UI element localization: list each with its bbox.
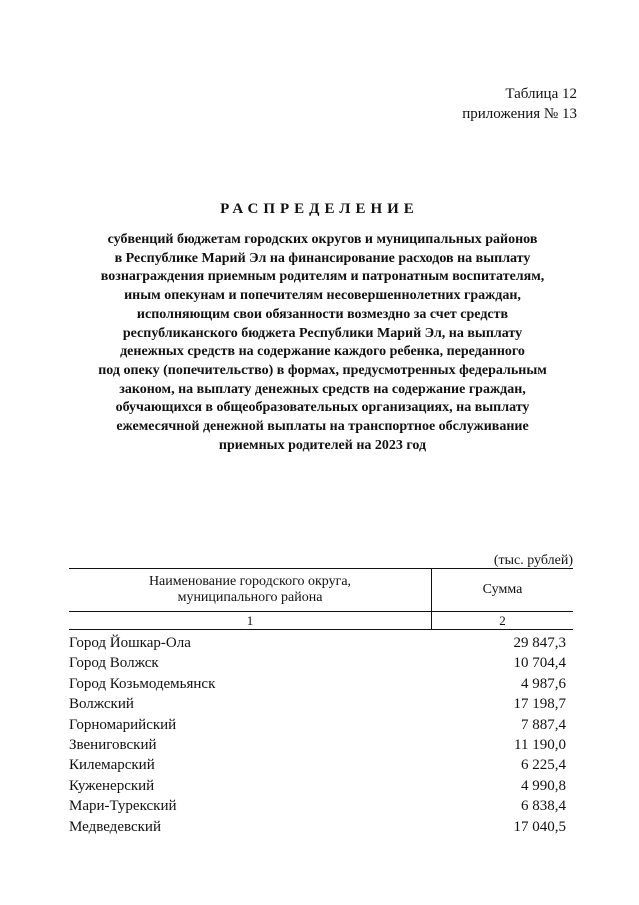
row-value: 17 040,5	[513, 818, 566, 835]
subtitle-line: иным опекунам и попечителям несовершеннолетних граждан,	[124, 288, 521, 304]
column-header-name-line-2: муниципального района	[177, 590, 323, 605]
subtitle-line: обучающихся в общеобразовательных организациях, на выплату	[115, 400, 530, 416]
table-row	[69, 715, 566, 735]
header-bottom-rule	[69, 629, 573, 630]
subtitle-line: республиканского бюджета Республики Марий Эл, на выплату	[122, 325, 523, 341]
document-title: РАСПРЕДЕЛЕНИЕ	[220, 201, 419, 217]
row-name: Килемарский	[69, 757, 155, 774]
subtitle-line: вознаграждения приемным родителям и патронатным воспитателям,	[100, 269, 545, 285]
row-value: 4 987,6	[521, 675, 566, 692]
row-value: 7 887,4	[521, 716, 566, 733]
subtitle-line: исполняющим свои обязанности возмездно за счет средств	[136, 306, 509, 322]
table-row	[69, 633, 566, 653]
subtitle-line: под опеку (попечительство) в формах, предусмотренных федеральным	[98, 362, 547, 378]
table-row	[69, 694, 566, 714]
table-header	[69, 568, 573, 630]
row-value: 6 838,4	[521, 798, 566, 815]
subtitle-line: в Республике Марий Эл на финансирование расходов на выплату	[114, 250, 531, 266]
row-name: Мари-Турекский	[69, 798, 177, 815]
units-label: (тыс. рублей)	[493, 553, 573, 568]
column-number-1: 1	[69, 612, 432, 630]
row-name: Город Волжск	[69, 655, 159, 672]
table-row	[69, 776, 566, 796]
subtitle-line: денежных средств на содержание каждого ребенка, переданного	[120, 344, 525, 360]
row-name: Волжский	[69, 696, 134, 713]
table-row	[69, 674, 566, 694]
row-name: Куженерский	[69, 777, 155, 794]
column-header-sum: Сумма	[432, 569, 573, 612]
row-name: Звениговский	[69, 736, 157, 753]
table-row	[69, 817, 566, 837]
row-name: Медведевский	[69, 818, 161, 835]
reference-line-1: Таблица 12	[505, 86, 577, 102]
distribution-table-header	[69, 568, 573, 630]
subtitle-line: субвенций бюджетам городских округов и муниципальных районов	[107, 232, 538, 247]
subtitle-line: ежемесячной денежной выплаты на транспортное обслуживание	[116, 419, 529, 435]
row-value: 11 190,0	[514, 736, 566, 753]
row-value: 29 847,3	[513, 635, 566, 651]
table-reference	[462, 84, 577, 124]
document-subtitle	[60, 231, 585, 455]
table-body	[69, 633, 566, 837]
subtitle-line: законом, на выплату денежных средств на содержание граждан,	[119, 381, 526, 397]
table-row	[69, 735, 566, 755]
column-header-name-line-1: Наименование городского округа,	[148, 574, 352, 589]
row-name: Город Йошкар-Ола	[69, 635, 191, 651]
table-row	[69, 755, 566, 775]
row-name: Город Козьмодемьянск	[69, 675, 216, 692]
table-row	[69, 653, 566, 673]
row-value: 10 704,4	[513, 655, 566, 672]
row-value: 17 198,7	[513, 696, 566, 713]
row-value: 4 990,8	[521, 777, 566, 794]
row-name: Горномарийский	[69, 716, 177, 733]
subtitle-line: приемных родителей на 2023 год	[218, 437, 427, 453]
reference-line-2: приложения № 13	[462, 106, 577, 122]
row-value: 6 225,4	[521, 757, 566, 774]
column-number-2: 2	[499, 613, 506, 628]
column-header-name	[69, 569, 432, 612]
table-row	[69, 796, 566, 816]
